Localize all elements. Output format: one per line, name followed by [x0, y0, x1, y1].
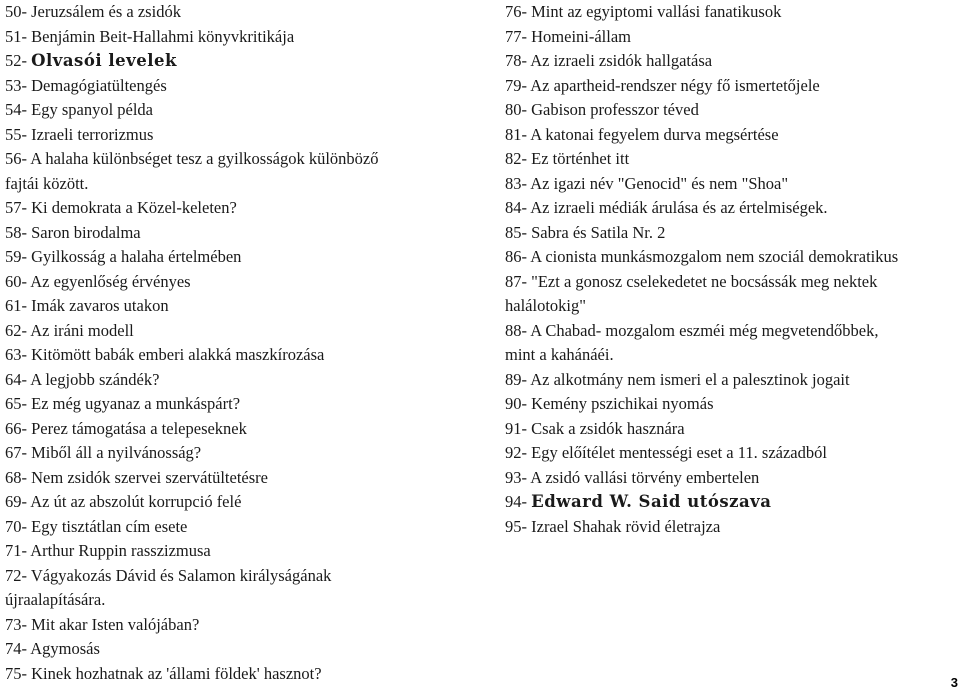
toc-entry: 67- Miből áll a nyilvánosság? [5, 443, 202, 462]
toc-entry: 58- Saron birodalma [5, 222, 141, 242]
toc-entry: 57- Ki demokrata a Közel-keleten? [5, 198, 237, 217]
toc-entry: 63- Kitömött babák emberi alakká maszkírozása [5, 345, 325, 364]
toc-entry: 89- Az alkotmány nem ismeri el a palesztinok jogait [505, 369, 850, 389]
toc-entry: 87- "Ezt a gonosz cselekedetet ne bocsássák meg nektek [505, 271, 878, 291]
toc-entry: 62- Az iráni modell [5, 320, 134, 340]
toc-entry: 90- Kemény pszichikai nyomás [505, 394, 714, 413]
toc-entry: 54- Egy spanyol példa [5, 100, 154, 119]
toc-entry: újraalapítására. [5, 590, 106, 609]
toc-entry: 81- A katonai fegyelem durva megsértése [505, 124, 779, 144]
toc-entry: 93- A zsidó vallási törvény embertelen [505, 467, 760, 487]
toc-entry: 60- Az egyenlőség érvényes [5, 271, 191, 291]
toc-entry: 69- Az út az abszolút korrupció felé [5, 492, 242, 511]
toc-entry: 88- A Chabad- mozgalom eszméi még megvetendőbbek, [505, 320, 879, 340]
toc-entry: 73- Mit akar Isten valójában? [5, 614, 200, 634]
toc-entry: 83- Az igazi név "Genocid" és nem "Shoa" [505, 173, 789, 193]
toc-entry: 84- Az izraeli médiák árulása és az értelmiségek. [505, 198, 828, 217]
toc-entry: 56- A halaha különbséget tesz a gyilkosságok különböző [5, 149, 379, 168]
toc-entry: 72- Vágyakozás Dávid és Salamon királyságának [5, 565, 332, 585]
toc-entry: 66- Perez támogatása a telepeseknek [5, 418, 247, 438]
toc-entry: 80- Gabison professzor téved [505, 100, 699, 119]
toc-entry: 79- Az apartheid-rendszer négy fő ismertetőjele [505, 75, 820, 95]
toc-entry: 53- Demagógiatültengés [5, 75, 167, 95]
toc-entry: 61- Imák zavaros utakon [5, 296, 169, 315]
toc-entry: 52- Olvasói levelek [5, 51, 177, 70]
toc-entry: 51- Benjámin Beit-Hallahmi könyvkritikája [5, 26, 295, 46]
toc-entry: 59- Gyilkosság a halaha értelmében [5, 247, 242, 266]
toc-entry: 75- Kinek hozhatnak az 'állami földek' hasznot? [5, 663, 322, 683]
toc-entry: 65- Ez még ugyanaz a munkáspárt? [5, 394, 241, 413]
toc-entry: 86- A cionista munkásmozgalom nem szociál demokratikus [505, 247, 899, 266]
toc-entry: 85- Sabra és Satila Nr. 2 [505, 222, 666, 242]
page-number: 3 [950, 675, 958, 690]
toc-entry: 68- Nem zsidók szervei szervátültetésre [5, 467, 268, 487]
toc-entry: 91- Csak a zsidók hasznára [505, 418, 685, 438]
toc-entry: 74- Agymosás [5, 639, 100, 658]
toc-entry: 82- Ez történhet itt [505, 149, 630, 168]
toc-entry: 94- Edward W. Said utószava [505, 492, 772, 511]
toc-entry: mint a kahánáéi. [505, 345, 614, 364]
toc-entry: 71- Arthur Ruppin rasszizmusa [5, 541, 211, 560]
right-column [505, 0, 955, 539]
toc-entry: fajtái között. [5, 173, 89, 193]
toc-entry: 50- Jeruzsálem és a zsidók [5, 2, 181, 21]
left-column [5, 0, 475, 686]
toc-entry: 76- Mint az egyiptomi vallási fanatikusok [505, 2, 782, 21]
toc-entry: 92- Egy előítélet mentességi eset a 11. századból [505, 443, 827, 462]
toc-entry: 70- Egy tisztátlan cím esete [5, 516, 188, 536]
toc-entry: 64- A legjobb szándék? [5, 369, 160, 389]
toc-entry: 55- Izraeli terrorizmus [5, 124, 154, 144]
toc-entry: 78- Az izraeli zsidók hallgatása [505, 51, 713, 70]
toc-entry: 77- Homeini-állam [505, 26, 632, 46]
toc-entry: halálotokig" [505, 296, 586, 315]
toc-entry: 95- Izrael Shahak rövid életrajza [505, 516, 721, 536]
